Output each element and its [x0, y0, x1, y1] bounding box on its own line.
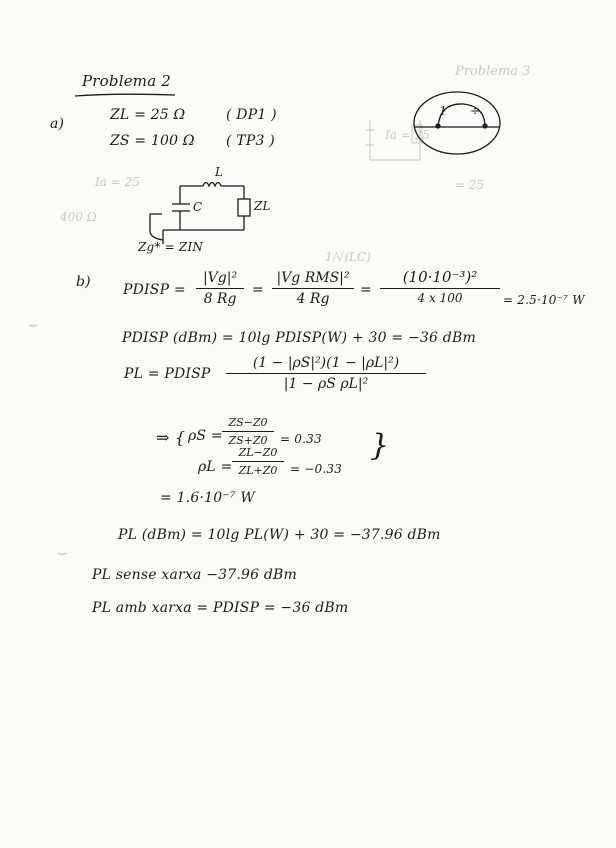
bleed-text: Problema 3	[455, 64, 531, 79]
fraction-numerator: |Vg|²	[202, 270, 238, 286]
bleed-text: 1/√(LC)	[325, 250, 371, 264]
rho-s-lhs: ρS =	[188, 428, 223, 444]
source-label: Zg* = ZIN	[138, 240, 204, 254]
close-brace: }	[370, 428, 390, 463]
capacitor-label: C	[193, 200, 203, 214]
load-label: ZL	[254, 199, 271, 213]
fraction-denominator: 4 Rg	[296, 291, 330, 307]
rho-l-lhs: ρL =	[198, 459, 233, 475]
zl-note: ( DP1 )	[226, 107, 277, 123]
pl-sense-xarxa: PL sense xarxa −37.96 dBm	[92, 567, 297, 583]
inductor-label: L	[215, 165, 224, 179]
pl-amb-xarxa: PL amb xarxa = PDISP = −36 dBm	[92, 600, 349, 616]
pdisp-dbm: PDISP (dBm) = 10lg PDISP(W) + 30 = −36 dBm	[122, 330, 476, 346]
fraction-rho-s	[222, 416, 274, 447]
fraction-denominator: ZS+Z0	[228, 434, 268, 447]
fraction-vg-8rg	[196, 270, 244, 307]
fraction-vgrms-4rg	[272, 270, 354, 307]
fraction-numerator: |Vg RMS|²	[276, 270, 350, 286]
rho-l-value: = −0.33	[290, 462, 343, 476]
pl-lhs: PL = PDISP	[124, 366, 211, 382]
fraction-numerator: (10·10⁻³)²	[402, 268, 478, 286]
fraction-numeric	[380, 268, 500, 305]
part-b-label: b)	[76, 274, 91, 290]
fraction-pl	[226, 355, 426, 392]
problem-title: Problema 2	[82, 72, 172, 90]
smith-mark: 1	[439, 104, 447, 118]
part-a-label: a)	[50, 116, 65, 132]
fraction-numerator: (1 − |ρS|²)(1 − |ρL|²)	[252, 355, 400, 371]
smith-sketch	[414, 92, 500, 154]
equals: =	[360, 282, 372, 298]
fraction-denominator: |1 − ρS ρL|²	[283, 376, 369, 392]
zs-note: ( TP3 )	[226, 133, 275, 149]
bleed-text: Ia = 25	[95, 175, 140, 189]
rho-s-value: = 0.33	[280, 432, 322, 446]
bleed-text: 400 Ω	[60, 210, 97, 224]
zs-value: ZS = 100 Ω	[110, 133, 195, 149]
implies-brace: ⇒ {	[156, 428, 186, 447]
fraction-numerator: ZS−Z0	[228, 416, 268, 429]
equals: =	[252, 282, 264, 298]
pdisp-lhs: PDISP =	[123, 282, 186, 298]
title-underline	[75, 94, 175, 96]
fraction-numerator: ZL−Z0	[238, 446, 278, 459]
fraction-rho-l	[232, 446, 284, 477]
fraction-denominator: 8 Rg	[203, 291, 237, 307]
smith-mark: ÷	[470, 104, 481, 118]
pdisp-result: = 2.5·10⁻⁷ W	[503, 293, 585, 307]
zl-value: ZL = 25 Ω	[110, 107, 186, 123]
pl-value: = 1.6·10⁻⁷ W	[160, 490, 255, 506]
bleed-text: = 25	[455, 178, 485, 192]
fraction-denominator: 4 x 100	[417, 291, 463, 305]
fraction-denominator: ZL+Z0	[238, 464, 278, 477]
bleed-text: Ia = 25	[385, 128, 430, 142]
pl-dbm: PL (dBm) = 10lg PL(W) + 30 = −37.96 dBm	[118, 527, 441, 543]
